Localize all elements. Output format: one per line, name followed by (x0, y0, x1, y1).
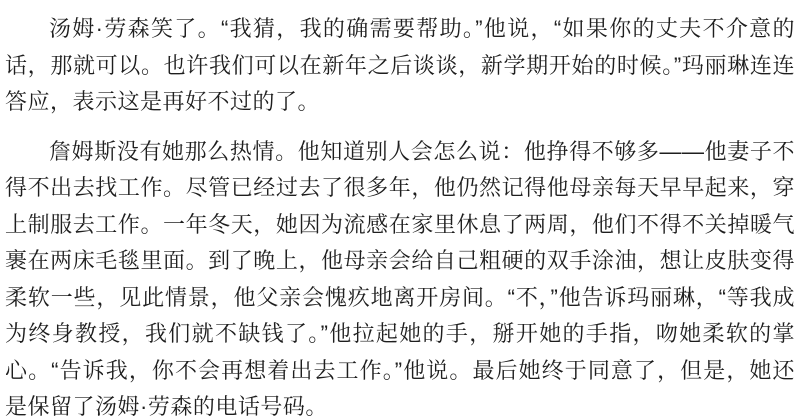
paragraph-2: 詹姆斯没有她那么热情。他知道别人会怎么说：他挣得不够多——他妻子不得不出去找工作。尽管已经过去了很多年，他仍然记得他母亲每天早早起来，穿上制服去工作。一年冬天，她因为流感在家里休息了两周，他们不得不关掉暖气裹在两床毛毯里面。到了晚上，他母亲会给自己粗硬的双手涂油，想让皮肤变得柔软一些，见此情景，他父亲会愧疚地离开房间。“不，”他告诉玛丽琳，“等我成为终身教授，我们就不缺钱了。”他拉起她的手，掰开她的手指，吻她柔软的掌心。“告诉我，你不会再想着出去工作。”他说。最后她终于同意了，但是，她还是保留了汤姆·劳森的电话号码。 (5, 138, 795, 419)
paragraph-1: 汤姆·劳森笑了。“我猜，我的确需要帮助。”他说，“如果你的丈夫不介意的话，那就可以。也许我们可以在新年之后谈谈，新学期开始的时候。”玛丽琳连连答应，表示这是再好不过的了。 (5, 16, 795, 114)
